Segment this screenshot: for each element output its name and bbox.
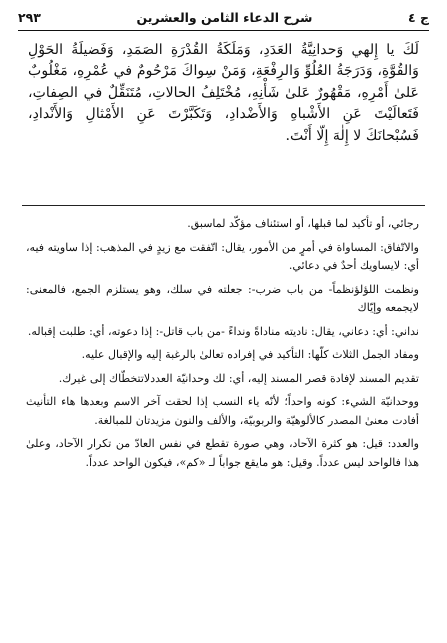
header-rule xyxy=(18,30,429,31)
page-number: ٢٩٣ xyxy=(18,9,41,25)
note-paragraph: تقديم المسند لإفادة قصر المسند إليه، أي: لك وحدانيّة العددلاتتخطّاك إلى غيرك. xyxy=(58,371,419,385)
supplication-text: لَكَ يا إِلهي وَحدانِيَّةُ العَدَدِ، وَمَلَكَةُ القُدْرَةِ الصَمَدِ، وَفَضيلَةُ الحَوْلِ وَالقُوَّةِ، وَدَرَجَةُ العُلُوِّ وَالرِفْعَةِ، وَمَنْ سِواكَ مَرْحُومٌ في عُمْرِهِ، مَغْلُوبٌ عَلىٰ أَمْرِهِ، مَقْهُورٌ عَلىٰ شَأْنِهِ، مُخْتَلِفُ الحالاتِ، مُتَنَقِّلٌ في الصِفاتِ، فَتَعالَيْتَ عَنِ الأَشْباهِ وَالأَضْدادِ، وَتَكَبَّرْتَ عَنِ الأَمْثالِ وَالأَنْدادِ، فَسُبْحانَكَ لا إِلٰهَ إِلّا أَنْتَ. xyxy=(28,42,419,144)
note-paragraph: ووحدانيّة الشيء: كونه واحداً؛ لأنّه ياء النسب إذا لحقت آخر الاسم وبعدها هاء التأنيث أفادت معنىٰ المصدر كالألوهيّة والربوبيّة، والألف والنون مزيدتان للمبالغة. xyxy=(26,395,419,427)
commentary-notes xyxy=(26,215,419,477)
note-paragraph: ونظمت اللؤلؤنظماً- من باب ضرب-: جعلته في سلك، وهو يستلزم الجمع، فالمعنى: لايجمعه وإيّاك xyxy=(26,282,419,314)
note-paragraph: نداني: أي: دعاني، يقال: ناديته مناداةً ونداءً -من باب قاتل-: إذا دعوته، أي: طلبت إقباله. xyxy=(27,324,419,338)
running-header xyxy=(18,6,429,28)
note-paragraph: والاتّفاق: المساواة في أمرٍ من الأمور، يقال: اتّفقت مع زيدٍ في المذهب: إذا ساويته فيه، أي: لايساويك أحدٌ في دعائي. xyxy=(26,240,419,272)
chapter-title: شرح الدعاء الثامن والعشرين xyxy=(136,9,313,25)
volume-label: ج ٤ xyxy=(407,9,429,25)
footnote-separator xyxy=(22,205,425,206)
note-paragraph: والعدد: قيل: هو كثرة الآحاد، وهي صورة تقطع في نفس العادّ من تكرار الآحاد، وعلىٰ هذا فالواحد ليس عدداً. وقيل: هو مايقع جواباً لـ «كم»، فيكون الواحد عدداً. xyxy=(26,437,419,469)
note-paragraph: ومفاد الجمل الثلاث كلّها: التأكيد في إفراده تعالىٰ بالرغبة إليه والإقبال عليه. xyxy=(81,348,419,362)
note-paragraph: رجائي، أو تأكيد لما قبلها، أو استئناف مؤكّد لماسبق. xyxy=(187,217,419,230)
